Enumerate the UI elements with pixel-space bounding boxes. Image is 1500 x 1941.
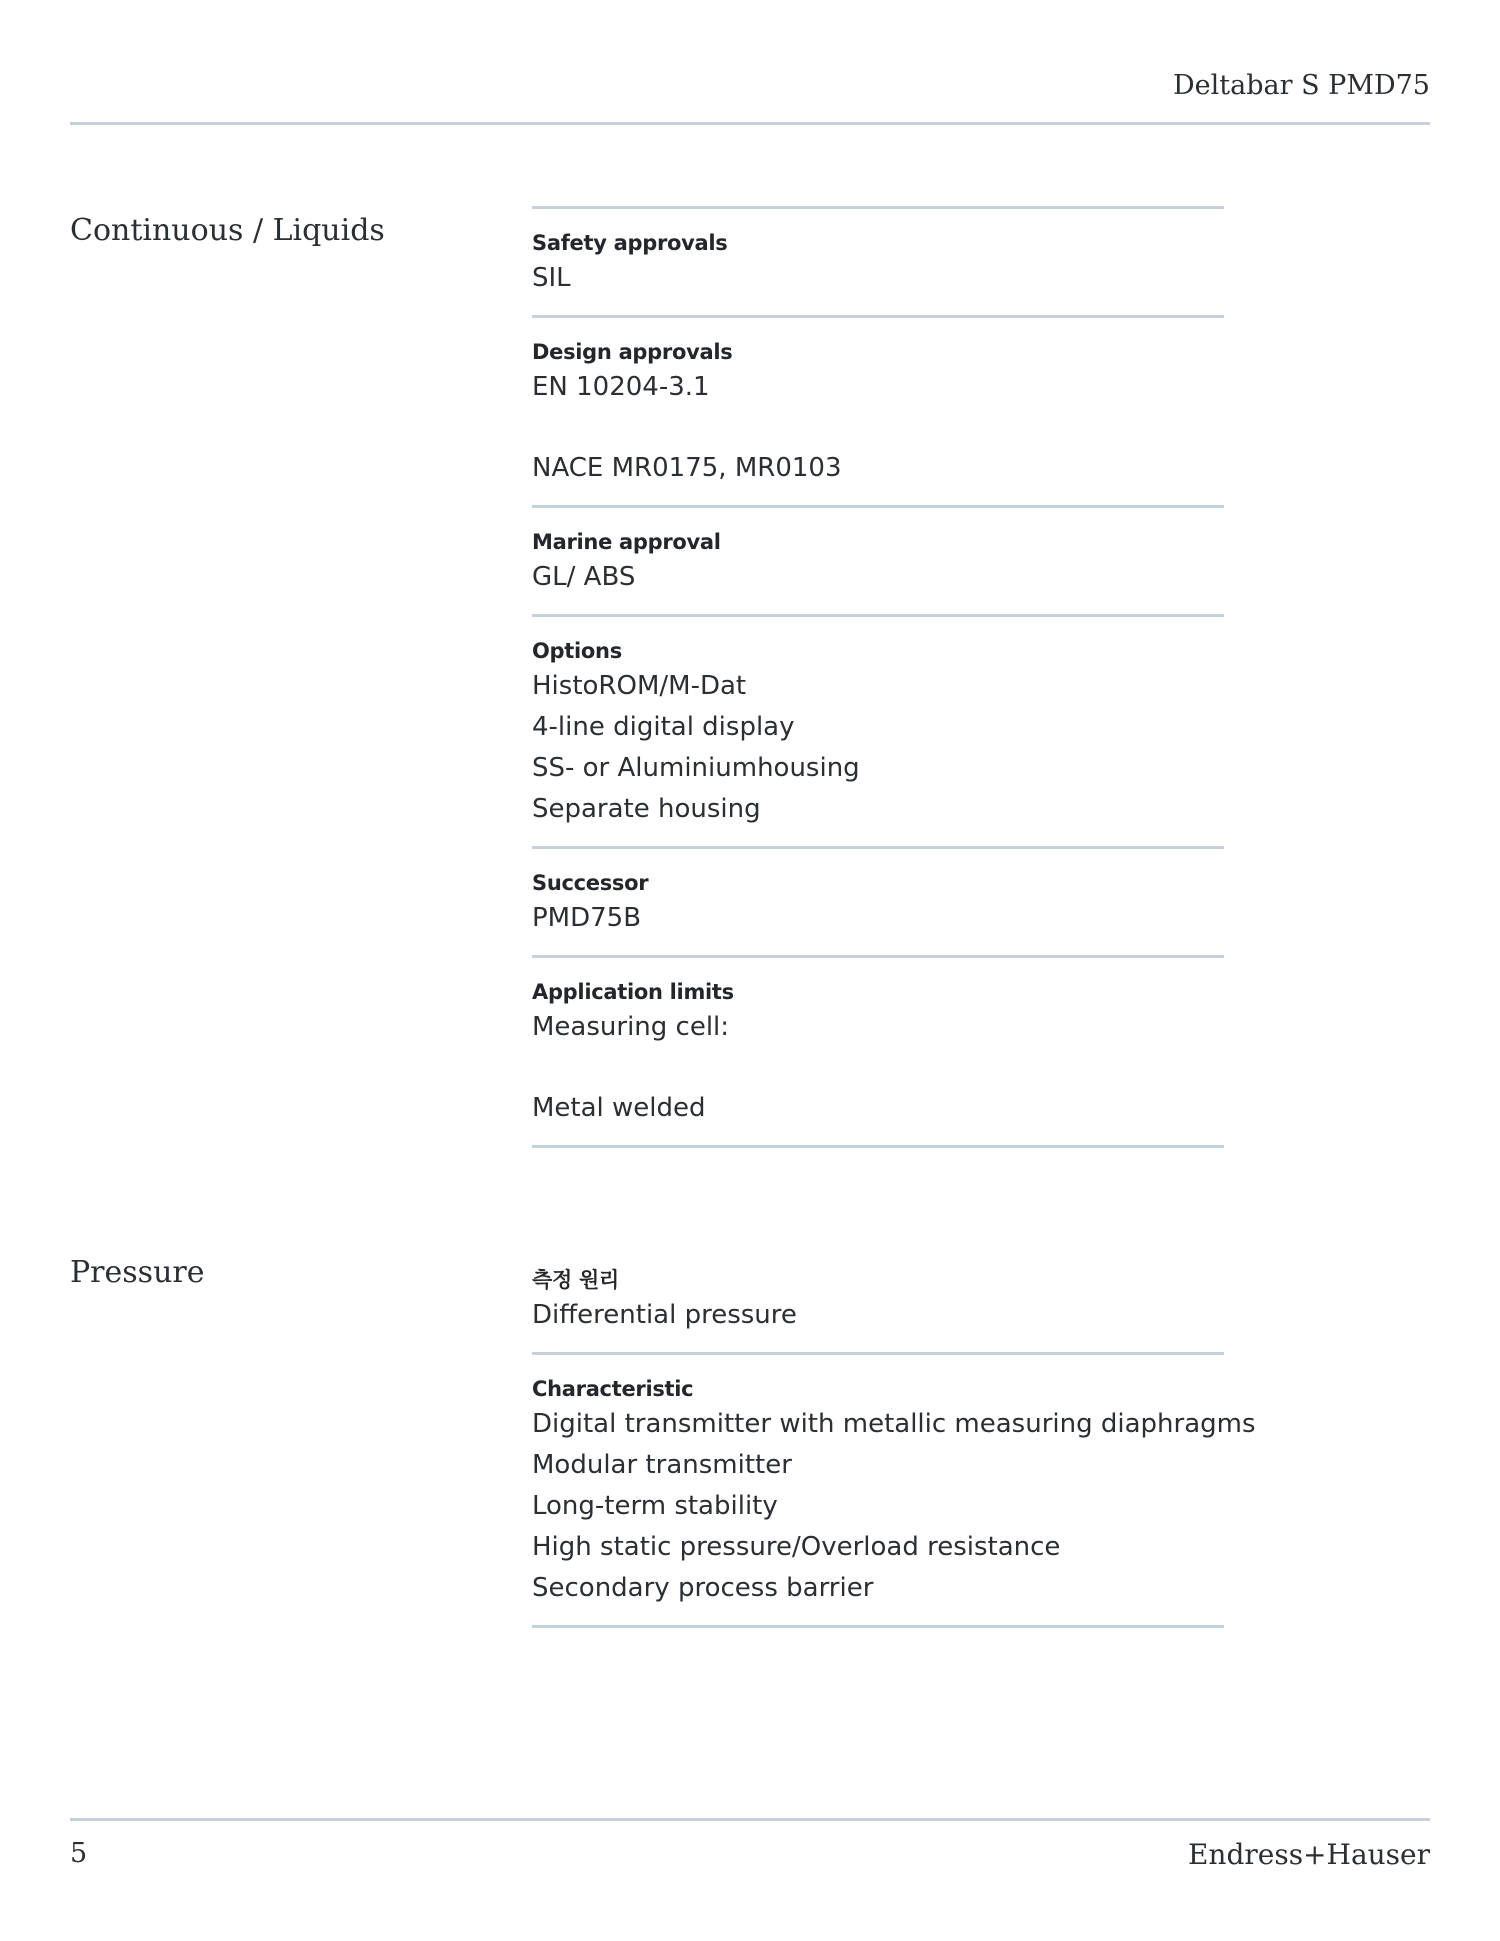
field-application-limits: [532, 958, 1224, 1148]
field-value: 4-line digital display: [532, 712, 795, 742]
section-continuous-liquids-fields: [532, 206, 1224, 1148]
field-value: Differential pressure: [532, 1300, 797, 1330]
field-value: SIL: [532, 263, 571, 293]
field-design-approvals: [532, 318, 1224, 508]
section-pressure-fields: [532, 1246, 1256, 1628]
field-label: Options: [532, 639, 622, 663]
section-title-pressure: Pressure: [70, 1255, 205, 1290]
document-header-title: Deltabar S PMD75: [1173, 70, 1430, 101]
page-number: 5: [70, 1838, 88, 1869]
field-value: Long-term stability: [532, 1491, 778, 1521]
field-measuring-principle: [532, 1246, 1224, 1355]
field-value: HistoROM/M-Dat: [532, 671, 747, 701]
field-marine-approval: [532, 508, 1224, 617]
field-value: EN 10204-3.1: [532, 372, 710, 402]
brand-name: Endress+Hauser: [1187, 1838, 1430, 1871]
field-value: NACE MR0175, MR0103: [532, 453, 842, 483]
field-value: PMD75B: [532, 903, 642, 933]
field-value: Metal welded: [532, 1093, 706, 1123]
field-label: Safety approvals: [532, 231, 728, 255]
field-label: Design approvals: [532, 340, 733, 364]
field-options: [532, 617, 1224, 849]
field-label: Marine approval: [532, 530, 721, 554]
field-safety-approvals: [532, 209, 1224, 318]
footer-divider: [70, 1818, 1430, 1821]
field-value: Modular transmitter: [532, 1450, 792, 1480]
field-value: SS- or Aluminiumhousing: [532, 753, 860, 783]
field-value: High static pressure/Overload resistance: [532, 1532, 1061, 1562]
field-value: Measuring cell:: [532, 1012, 730, 1042]
field-label: Application limits: [532, 980, 734, 1004]
field-value: Separate housing: [532, 794, 761, 824]
field-value: Secondary process barrier: [532, 1573, 874, 1603]
field-label: Characteristic: [532, 1377, 694, 1401]
field-value: Digital transmitter with metallic measuring diaphragms: [532, 1409, 1256, 1439]
field-characteristic: [532, 1355, 1256, 1628]
field-value: GL/ ABS: [532, 562, 636, 592]
field-label: Successor: [532, 871, 649, 895]
field-successor: [532, 849, 1224, 958]
section-title-continuous-liquids: Continuous / Liquids: [70, 213, 385, 248]
header-divider: [70, 122, 1430, 125]
field-label: 측정 원리: [532, 1268, 619, 1292]
